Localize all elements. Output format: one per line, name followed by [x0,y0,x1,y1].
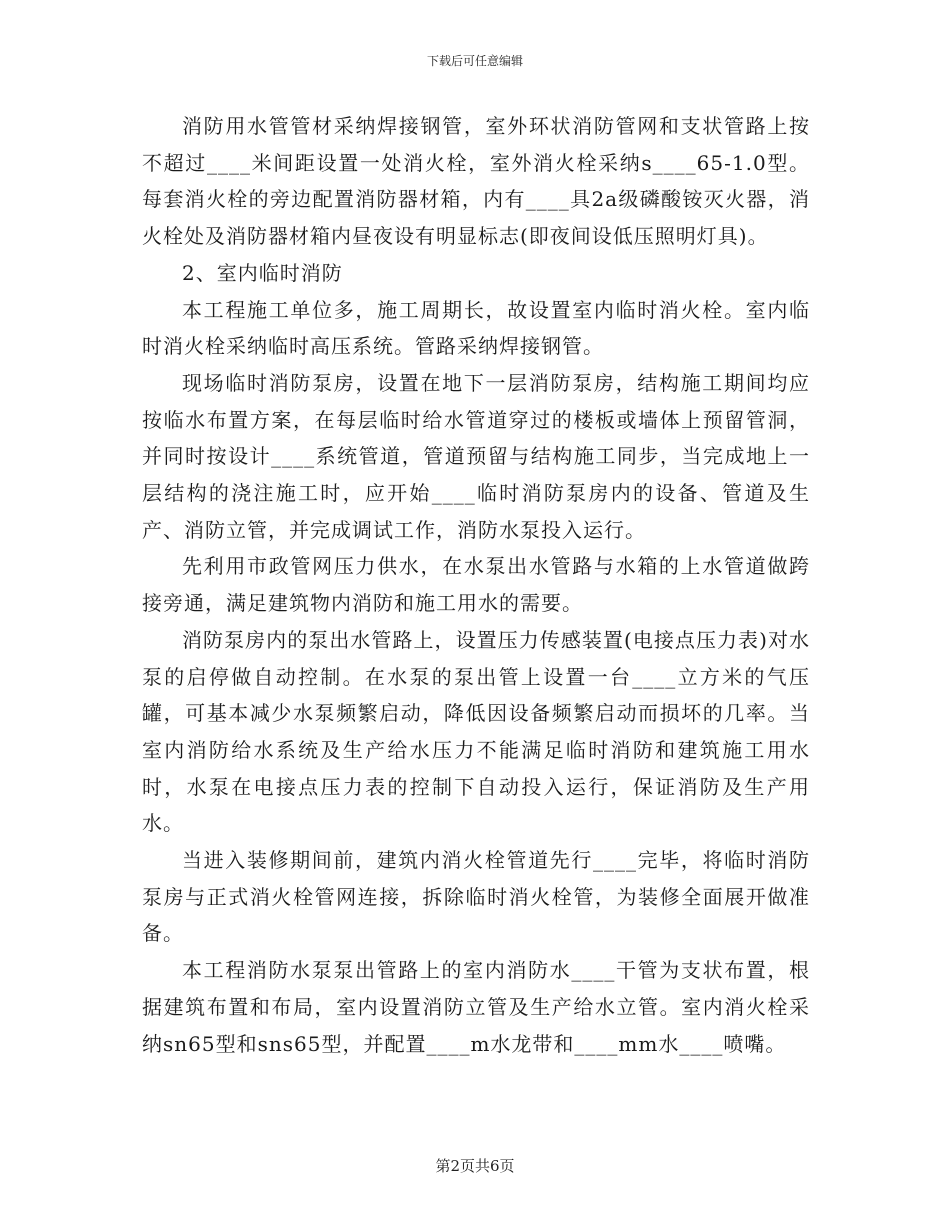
page-footer: 第2页共6页 [435,1157,515,1175]
section-heading-indoor-fire: 2、室内临时消防 [182,260,343,285]
paragraph-municipal-supply: 先利用市政管网压力供水，在水泵出水管路与水箱的上水管道做跨接旁通，满足建筑物内消防和施工用水的需要。 [142,554,810,616]
paragraph-outdoor-hydrant: 消防用水管管材采纳焊接钢管，室外环状消防管网和支状管路上按不超过____米间距设置一处消火栓，室外消火栓采纳s____65-1.0型。每套消火栓的旁边配置消防器材箱，内有____具2a级磷酸铵灭火器，消火栓处及消防器材箱内昼夜设有明显标志(即夜间设低压照明灯具)。 [142,114,810,249]
paragraph-decoration-period: 当进入装修期间前，建筑内消火栓管道先行____完毕，将临时消防泵房与正式消火栓管网连接，拆除临时消火栓管，为装修全面展开做准备。 [142,848,810,946]
document-body [142,108,810,1062]
paragraph-indoor-main-pipe: 本工程消防水泵泵出管路上的室内消防水____干管为支状布置，根据建筑布置和布局，室内设置消防立管及生产给水立管。室内消火栓采纳sn65型和sns65型，并配置____m水龙带和____mm水____喷嘴。 [142,958,810,1056]
paragraph-pump-room: 现场临时消防泵房，设置在地下一层消防泵房，结构施工期间均应按临水布置方案，在每层临时给水管道穿过的楼板或墙体上预留管洞，并同时按设计____系统管道，管道预留与结构施工同步，当完成地上一层结构的浇注施工时，应开始____临时消防泵房内的设备、管道及生产、消防立管，并完成调试工作，消防水泵投入运行。 [142,370,810,542]
paragraph-indoor-hydrant-intro: 本工程施工单位多，施工周期长，故设置室内临时消火栓。室内临时消火栓采纳临时高压系统。管路采纳焊接钢管。 [142,297,810,359]
paragraph-pressure-control: 消防泵房内的泵出水管路上，设置压力传感装置(电接点压力表)对水泵的启停做自动控制。在水泵的泵出管上设置一台____立方米的气压罐，可基本减少水泵频繁启动，降低因设备频繁启动而损坏的几率。当室内消防给水系统及生产给水压力不能满足临时消防和建筑施工用水时，水泵在电接点压力表的控制下自动投入运行，保证消防及生产用水。 [142,627,810,836]
page-header: 下载后可任意编辑 [426,54,523,68]
